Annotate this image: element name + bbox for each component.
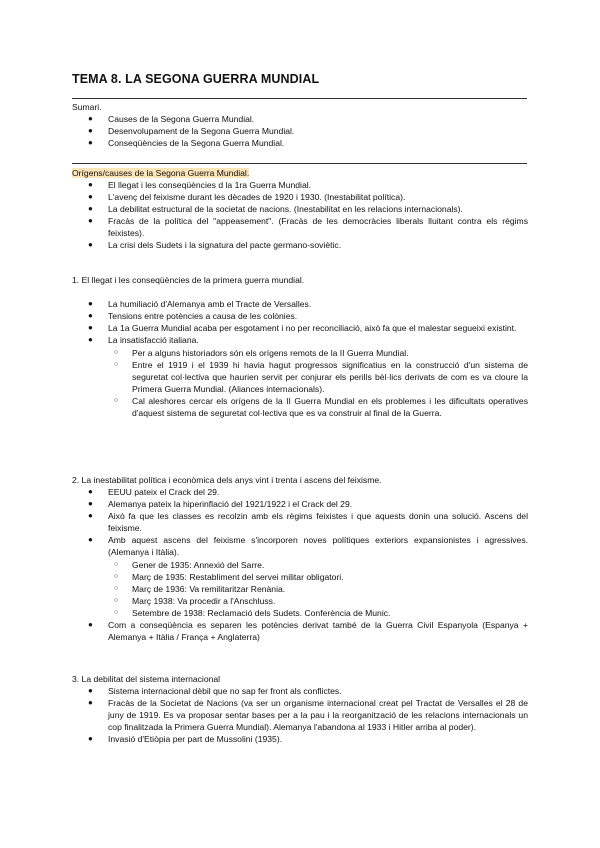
bullet-icon: ● [88,114,93,123]
bullet-icon: ● [88,126,93,135]
bullet-icon: ● [88,734,93,743]
summary-section [72,101,528,149]
summary-list [72,113,528,149]
list-item: ● Invasió d'Etiòpia per part de Mussolini (1935). [88,734,283,744]
bullet-icon: ● [88,299,93,308]
section-2-heading: 2. La inestabilitat política i econòmica dels anys vint i trenta i ascens del feixisme. [72,475,382,485]
bullet-icon: ● [88,311,93,320]
bullet-icon: ● [88,487,93,496]
circle-bullet-icon: ○ [114,361,119,368]
section-1-heading: 1. El llegat i les conseqüències de la primera guerra mundial. [72,275,305,285]
bullet-icon: ● [88,180,93,189]
list-item: ● Fracàs de la política del "appeasement". (Fracàs de les democràcies liberals lluitant contra els règims feixistes). [88,216,528,238]
section-2 [72,474,528,643]
bullet-icon: ● [88,323,93,332]
section-1-list [72,298,528,419]
bullet-icon: ● [88,192,93,201]
circle-bullet-icon: ○ [114,573,119,580]
list-item: ● Amb aquest ascens del feixisme s'incorporen noves polítiques exteriors expansionistes i agressives. (Alemanya i Itàlia). ○ Gener de 1935: Annexió del Sarre. ○ Març de 1935: Restabliment del servei militar obligatori. ○ Març de 1936: Va remilitaritzar Renània. ○ Març 1938: Va procedir a l'Anschluss. ○ Setembre de 1938: Reclamació dels Sudets. Conferència de Munic. [88,535,528,618]
bullet-icon: ● [88,240,93,249]
bullet-icon: ● [88,620,93,629]
list-item: ● La 1a Guerra Mundial acaba per esgotament i no per reconciliació, això fa que el malestar segueixi existint. [88,323,517,333]
origins-section [72,167,528,251]
sub-list-item: ○ Gener de 1935: Annexió del Sarre. [114,560,265,570]
bullet-icon: ● [88,511,93,520]
circle-bullet-icon: ○ [114,561,119,568]
circle-bullet-icon: ○ [114,349,119,356]
sub-list-item: ○ Març 1938: Va procedir a l'Anschluss. [114,596,276,606]
list-item: ● Això fa que les classes es recolzin amb els règims feixistes i que aquests donin una solució. Ascens del feixisme. [88,511,528,533]
section-1 [72,274,528,419]
list-item: ● La crisi dels Sudets i la signatura del pacte germano-soviètic. [88,240,342,250]
section-3-list [72,685,528,745]
list-item: ● Causes de la Segona Guerra Mundial. [88,114,255,124]
sub-list-item: ○ Març de 1935: Restabliment del servei militar obligatori. [114,572,344,582]
section-3 [72,673,528,745]
circle-bullet-icon: ○ [114,597,119,604]
list-item: ● Alemanya pateix la hiperinflació del 1921/1922 i el Crack del 29. [88,499,353,509]
bullet-icon: ● [88,335,93,344]
list-item: ● Com a conseqüència es separen les potències derivat també de la Guerra Civil Espanyola (Espanya + Alemanya + Itàlia / França + Anglaterra) [88,620,528,642]
section-2-sublist [108,559,528,619]
origins-heading: Orígens/causes de la Segona Guerra Mundial. [72,168,250,178]
list-item: ● La humiliació d'Alemanya amb el Tracte de Versalles. [88,299,312,309]
list-item: ● Fracàs de la Societat de Nacions (va ser un organisme internacional creat pel Tractat de Versalles el 28 de juny de 1919. Es va proposar sentar bases per a la pau i la reorganització de les relacions internacionals un cop finalitzada la Primera Guerra Mundial). Alemanya l'abandona al 1933 i Hitler arriba al poder). [88,698,528,732]
sub-list-item: ○ Entre el 1919 i el 1939 hi havia hagut progressos significatius en la construcció d'un sistema de seguretat col·lectiva que haurien servit per conjurar els perills bèl·lics derivats de com es va cloure la Primera Guerra Mundial. (Aliances internacionals). [114,360,528,394]
list-item: ● Tensions entre potències a causa de les colònies. [88,311,298,321]
list-item: ● La debilitat estructural de la societat de nacions. (Inestabilitat en les relacions internacionals). [88,204,463,214]
section-1-sublist [108,347,528,419]
bullet-icon: ● [88,204,93,213]
list-item: ● El llegat i les conseqüències d la 1ra Guerra Mundial. [88,180,312,190]
bullet-icon: ● [88,499,93,508]
circle-bullet-icon: ○ [114,585,119,592]
list-item: ● Desenvolupament de la Segona Guerra Mundial. [88,126,295,136]
sub-list-item: ○ Març de 1936: Va remilitaritzar Renània. [114,584,286,594]
list-item: ● La insatisfacció italiana. ○ Per a alguns historiadors són els orígens remots de la II Guerra Mundial. ○ Entre el 1919 i el 1939 hi havia hagut progressos significatius en la construcció d'un sistema de seguretat col·lectiva que haurien servit per conjurar els perills bèl·lics derivats de com es va cloure la Primera Guerra Mundial. (Aliances internacionals). ○ Cal aleshores cercar els orígens de la II Guerra Mundial en els problemes i les dificultats operatives d'aquest sistema de seguretat col·lectiva que es va construir al final de la Guerra. [88,335,528,418]
list-item: ● Conseqüències de la Segona Guerra Mundial. [88,138,285,148]
section-3-heading: 3. La debilitat del sistema internacional [72,674,221,684]
bullet-icon: ● [88,686,93,695]
origins-list [72,179,528,251]
bullet-icon: ● [88,535,93,544]
summary-heading: Sumari. [72,102,102,112]
bullet-icon: ● [88,216,93,225]
sub-list-item: ○ Setembre de 1938: Reclamació dels Sudets. Conferència de Munic. [114,608,391,618]
circle-bullet-icon: ○ [114,397,119,404]
divider [72,98,527,99]
list-item: ● EEUU pateix el Crack del 29. [88,487,220,497]
divider [72,163,527,164]
page-title: TEMA 8. LA SEGONA GUERRA MUNDIAL [72,72,320,86]
section-2-list [72,486,528,643]
circle-bullet-icon: ○ [114,609,119,616]
bullet-icon: ● [88,138,93,147]
list-item: ● L'avenç del feixisme durant les dècades de 1920 i 1930. (Inestabilitat política). [88,192,406,202]
sub-list-item: ○ Per a alguns historiadors són els orígens remots de la II Guerra Mundial. [114,348,409,358]
sub-list-item: ○ Cal aleshores cercar els orígens de la II Guerra Mundial en els problemes i les dificultats operatives d'aquest sistema de seguretat col·lectiva que es va construir al final de la Guerra. [114,396,528,418]
bullet-icon: ● [88,698,93,707]
list-item: ● Sistema internacional dèbil que no sap fer front als conflictes. [88,686,342,696]
